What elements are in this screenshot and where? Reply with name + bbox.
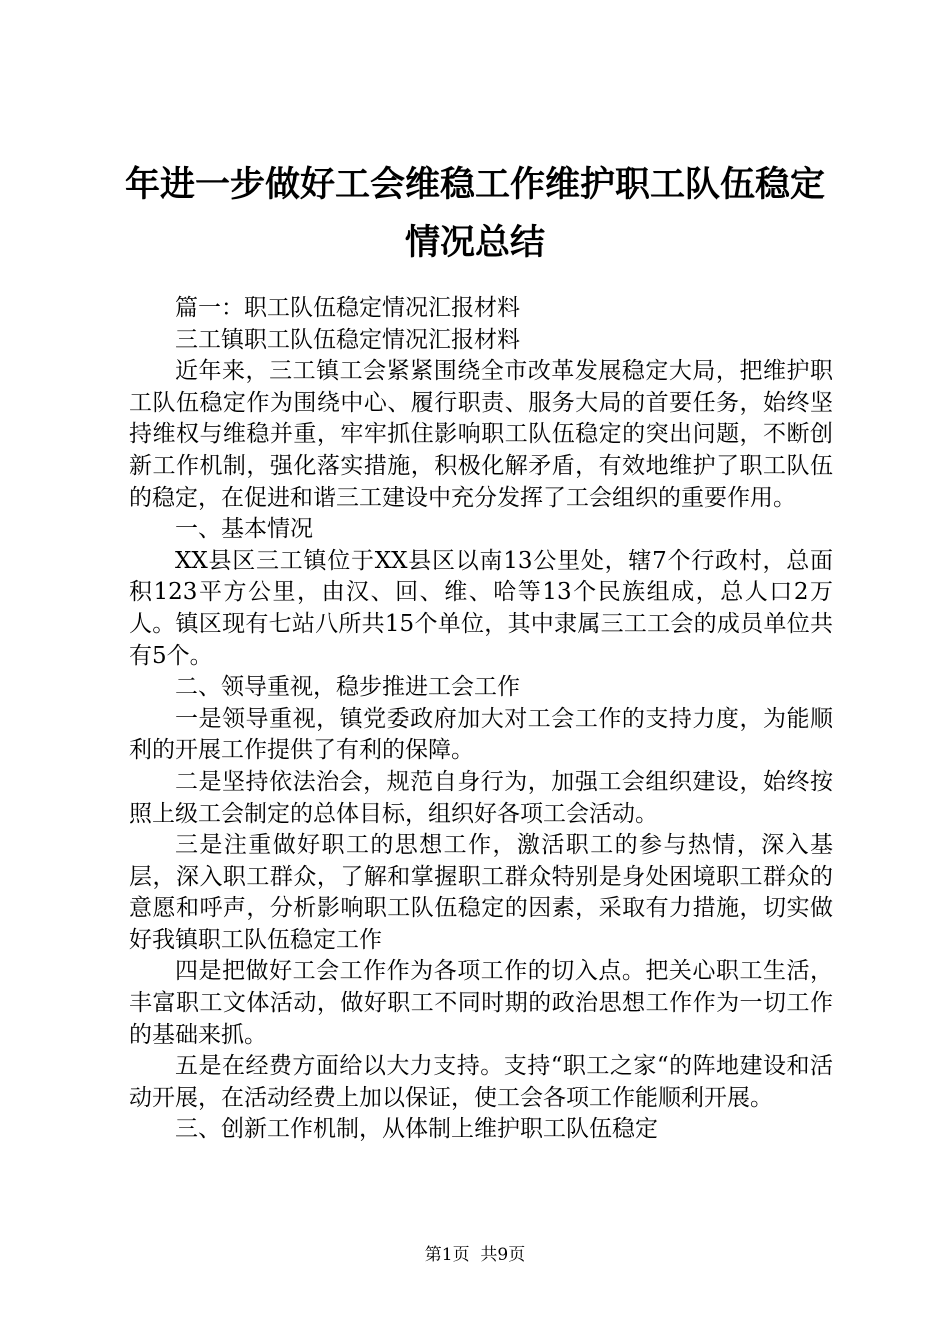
report-title: 三工镇职工队伍稳定情况汇报材料 bbox=[175, 326, 520, 353]
document-title-line-1: 年进一步做好工会维稳工作维护职工队伍稳定 bbox=[124, 165, 825, 205]
basic-situation-paragraph: XX县区三工镇位于XX县区以南13公里处，辖7个行政村，总面积123平方公里，由汉、回、维、哈等13个民族组成，总人口2万人。镇区现有七站八所共15个单位，其中隶属三工工会的成员单位共有5个。 bbox=[129, 547, 833, 669]
section-heading-mechanism: 三、创新工作机制，从体制上维护职工队伍稳定 bbox=[175, 1116, 658, 1143]
document-body bbox=[129, 293, 833, 1146]
section-heading-leadership: 二、领导重视，稳步推进工会工作 bbox=[175, 674, 520, 701]
page-footer bbox=[0, 1244, 950, 1266]
point-two-paragraph: 二是坚持依法治会，规范自身行为，加强工会组织建设，始终按照上级工会制定的总体目标，组织好各项工会活动。 bbox=[129, 768, 833, 827]
document-title bbox=[100, 156, 850, 272]
document-title-line-2: 情况总结 bbox=[404, 223, 545, 263]
point-one-paragraph: 一是领导重视，镇党委政府加大对工会工作的支持力度，为能顺利的开展工作提供了有利的保障。 bbox=[129, 705, 833, 764]
intro-paragraph: 近年来，三工镇工会紧紧围绕全市改革发展稳定大局，把维护职工队伍稳定作为围绕中心、履行职责、服务大局的首要任务，始终坚持维权与维稳并重，牢牢抓住影响职工队伍稳定的突出问题，不断创新工作机制，强化落实措施，积极化解矛盾，有效地维护了职工队伍的稳定，在促进和谐三工建设中充分发挥了工会组织的重要作用。 bbox=[129, 358, 833, 511]
point-three-paragraph: 三是注重做好职工的思想工作，激活职工的参与热情，深入基层，深入职工群众，了解和掌握职工群众特别是身处困境职工群众的意愿和呼声，分析影响职工队伍稳定的因素，采取有力措施，切实做好我镇职工队伍稳定工作 bbox=[129, 832, 833, 953]
section-heading-basic-situation: 一、基本情况 bbox=[175, 516, 313, 543]
point-four-paragraph: 四是把做好工会工作作为各项工作的切入点。把关心职工生活，丰富职工文体活动，做好职工不同时期的政治思想工作作为一切工作的基础来抓。 bbox=[129, 958, 833, 1048]
subtitle-chapter-one: 篇一：职工队伍稳定情况汇报材料 bbox=[175, 295, 520, 321]
page-total: 共9页 bbox=[480, 1245, 526, 1265]
point-five-paragraph: 五是在经费方面给以大力支持。支持“职工之家“的阵地建设和活动开展，在活动经费上加以保证，使工会各项工作能顺利开展。 bbox=[129, 1053, 833, 1111]
page-number: 第1页 bbox=[424, 1245, 470, 1265]
